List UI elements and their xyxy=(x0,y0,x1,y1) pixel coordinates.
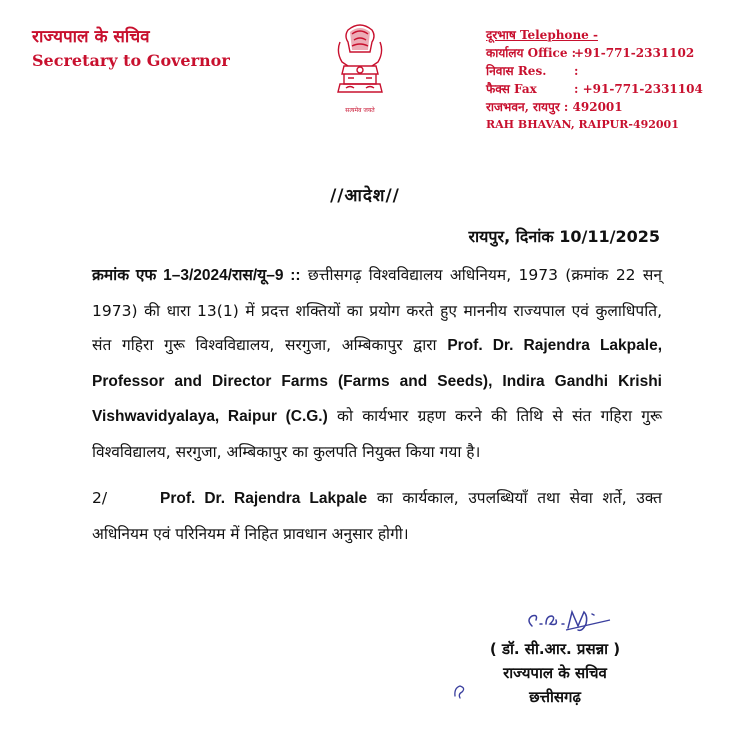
para1-text-a: छत्तीसगढ़ विश्वविद्यालय अधिनियम, 1973 (क्रमांक 22 सन् 1973) की धारा 13(1) में प्रदत्त शक्तियों का प्रयोग करते हुए माननीय राज्यपाल एवं कुलाधिपति, संत गहिरा गुरू विश्वविद्यालय, सरगुजा, अम्बिकापुर द्वारा xyxy=(92,266,663,354)
contact-block xyxy=(486,26,703,134)
residence-phone-label: निवास Res. xyxy=(486,64,547,78)
address-hindi: राजभवन, रायपुर : 492001 xyxy=(486,100,623,114)
order-body xyxy=(92,258,662,551)
office-phone-value: +91-771-2331102 xyxy=(574,46,695,60)
state-emblem xyxy=(330,22,390,120)
para2-appointee-name: Prof. Dr. Rajendra Lakpale xyxy=(160,490,368,507)
letterhead-office-block xyxy=(32,24,230,72)
fax-label: फैक्स Fax xyxy=(486,82,537,96)
signatory-name: ( डॉ. सी.आर. प्रसन्ना ) xyxy=(489,640,621,658)
emblem-motto: सत्यमेव जयते xyxy=(345,107,375,114)
residence-phone-row xyxy=(486,62,703,80)
address-english: RAH BHAVAN, RAIPUR-492001 xyxy=(486,118,679,131)
lion-capital-icon xyxy=(330,22,390,104)
order-reference-number: क्रमांक एफ 1–3/2024/रास/यू–9 :: xyxy=(92,267,301,284)
order-date: रायपुर, दिनांक 10/11/2025 xyxy=(468,227,660,246)
para1-text-b: को कार्यभार ग्रहण करने की तिथि से संत गहिरा गुरू विश्वविद्यालय, सरगुजा, अम्बिकापुर का कुलपति नियुक्त किया गया है। xyxy=(92,407,662,461)
appointee-details: Prof. Dr. Rajendra Lakpale, Professor and Director Farms (Farms and Seeds), Indira Gandhi Krishi Vishwavidyalaya, Raipur (C.G.) xyxy=(92,337,662,425)
fax-row xyxy=(486,80,703,98)
office-title-hindi: राज्यपाल के सचिव xyxy=(32,27,150,47)
signatory-state: छत्तीसगढ़ xyxy=(529,688,581,706)
initial-scribble-icon xyxy=(452,682,468,700)
office-title-english: Secretary to Governor xyxy=(32,51,230,70)
order-paragraph-1 xyxy=(92,258,662,469)
fax-value: : +91-771-2331104 xyxy=(574,82,703,96)
order-title: //आदेश// xyxy=(330,186,400,206)
office-phone-label: कार्यालय Office : xyxy=(486,46,577,60)
order-paragraph-2 xyxy=(92,481,662,551)
signatory-designation: राज्यपाल के सचिव xyxy=(503,664,607,682)
office-phone-row xyxy=(486,44,703,62)
para2-number: 2/ xyxy=(92,489,108,507)
para2-text: का कार्यकाल, उपलब्धियाँ तथा सेवा शर्ते, उक्त अधिनियम एवं परिनियम में निहित प्रावधान अनुसार होगी। xyxy=(92,489,662,543)
telephone-heading: दूरभाष Telephone - xyxy=(486,28,598,42)
residence-phone-value: : xyxy=(574,64,579,78)
handwritten-signature xyxy=(522,606,612,634)
